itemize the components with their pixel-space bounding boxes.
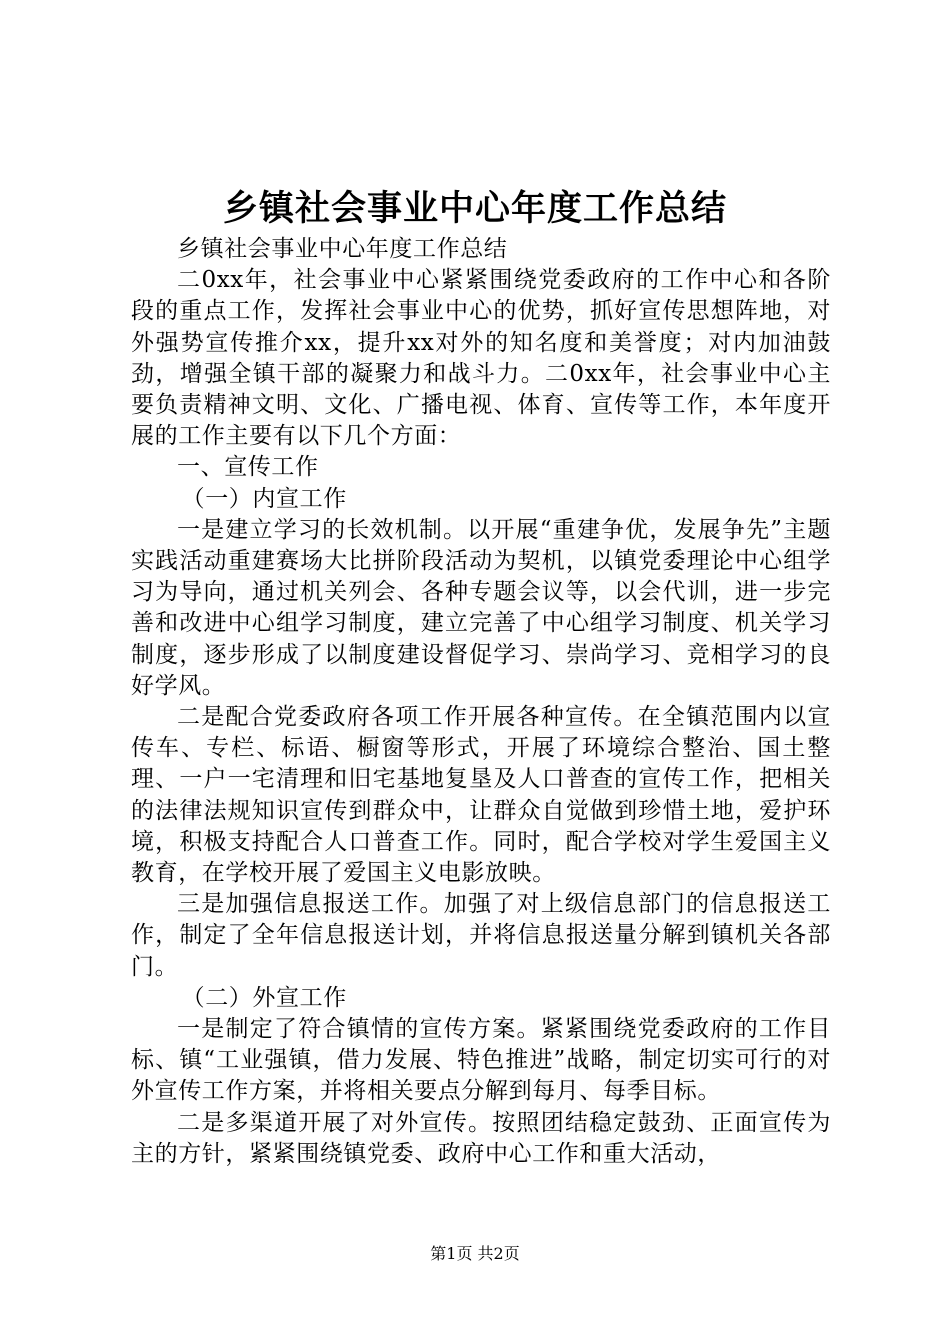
paragraph-cooperative-publicity: 二是配合党委政府各项工作开展各种宣传。在全镇范围内以宣传车、专栏、标语、橱窗等形式，开展了环境综合整治、国土整理、一户一宅清理和旧宅基地复垦及人口普查的宣传工作，把相关的法律法规知识宣传到群众中，让群众自觉做到珍惜土地，爱护环境，积极支持配合人口普查工作。同时，配合学校对学生爱国主义教育，在学校开展了爱国主义电影放映。 — [131, 704, 831, 887]
subsection-heading-internal: （一）内宣工作 — [181, 485, 347, 512]
document-body — [131, 234, 831, 1170]
section-heading-publicity: 一、宣传工作 — [177, 454, 319, 481]
paragraph-intro: 二0xx年，社会事业中心紧紧围绕党委政府的工作中心和各阶段的重点工作，发挥社会事业中心的优势，抓好宣传思想阵地，对外强势宣传推介xx，提升xx对外的知名度和美誉度；对内加油鼓劲，增强全镇干部的凝聚力和战斗力。二0xx年，社会事业中心主要负责精神文明、文化、广播电视、体育、宣传等工作，本年度开展的工作主要有以下几个方面： — [131, 267, 831, 450]
paragraph-study-mechanism: 一是建立学习的长效机制。以开展“重建争优，发展争先”主题实践活动重建赛场大比拼阶段活动为契机，以镇党委理论中心组学习为导向，通过机关列会、各种专题会议等，以会代训，进一步完善和改进中心组学习制度，建立完善了中心组学习制度、机关学习制度，逐步形成了以制度建设督促学习、崇尚学习、竞相学习的良好学风。 — [131, 516, 831, 699]
paragraph-repeated-title: 乡镇社会事业中心年度工作总结 — [177, 236, 508, 262]
page-footer: 第1页 共2页 — [430, 1244, 520, 1263]
subsection-heading-external: （二）外宣工作 — [181, 984, 347, 1011]
paragraph-information-reporting: 三是加强信息报送工作。加强了对上级信息部门的信息报送工作，制定了全年信息报送计划，并将信息报送量分解到镇机关各部门。 — [131, 891, 831, 980]
paragraph-multichannel-publicity: 二是多渠道开展了对外宣传。按照团结稳定鼓劲、正面宣传为主的方针，紧紧围绕镇党委、政府中心工作和重大活动， — [131, 1109, 831, 1167]
document-title: 乡镇社会事业中心年度工作总结 — [222, 188, 727, 229]
paragraph-publicity-plan: 一是制定了符合镇情的宣传方案。紧紧围绕党委政府的工作目标、镇“工业强镇，借力发展、特色推进”战略，制定切实可行的对外宣传工作方案，并将相关要点分解到每月、每季目标。 — [131, 1016, 831, 1105]
